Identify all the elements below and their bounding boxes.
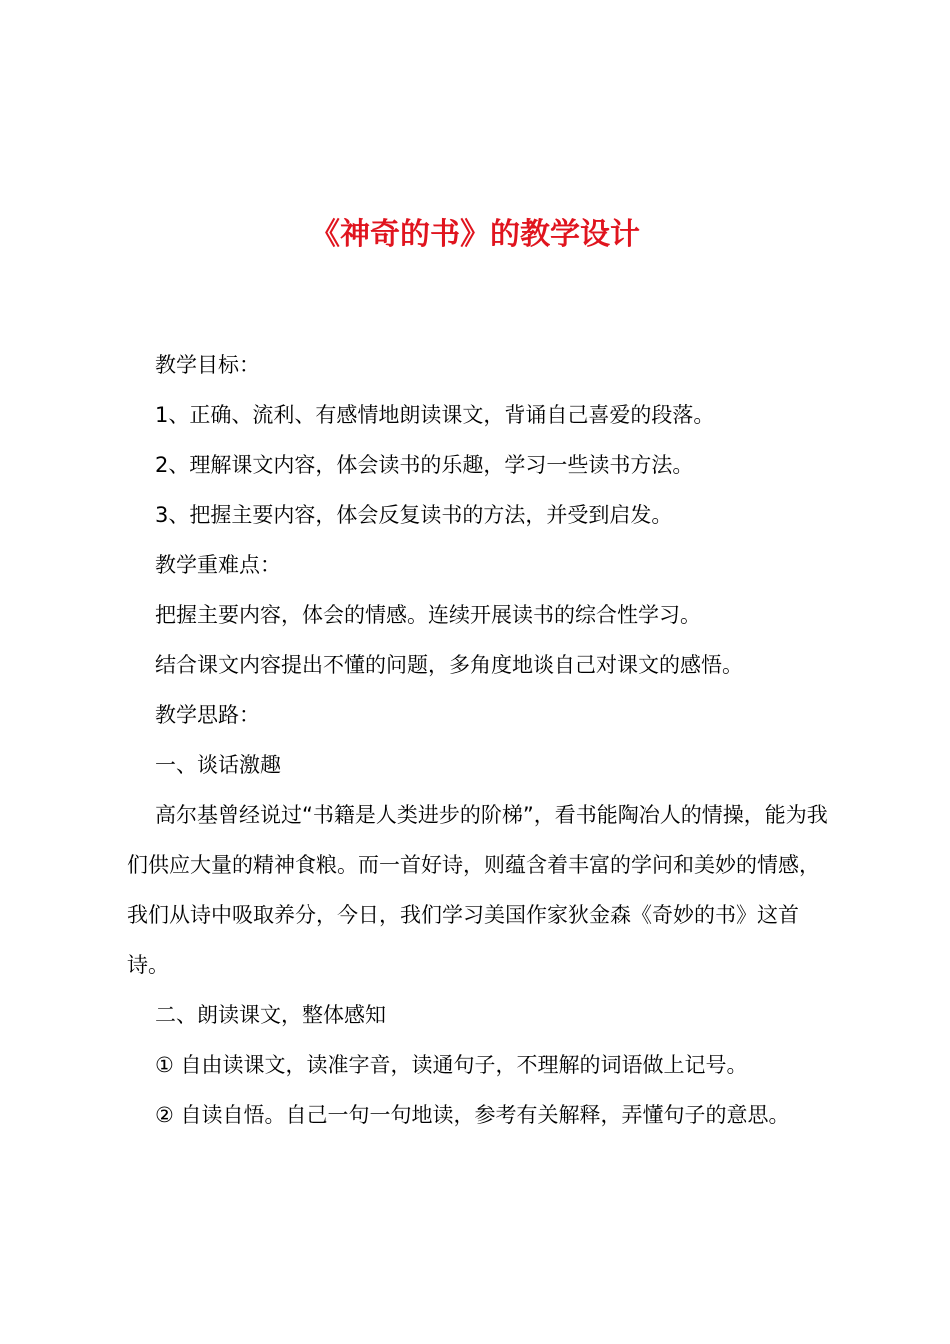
- section-heading-objectives: 教学目标：: [155, 353, 260, 377]
- objective-item: 1、正确、流利、有感情地朗读课文，背诵自己喜爱的段落。: [155, 403, 715, 427]
- step-item: ① 自由读课文，读准字音，读通句子，不理解的词语做上记号。: [155, 1053, 748, 1077]
- key-point-item: 结合课文内容提出不懂的问题，多角度地谈自己对课文的感悟。: [155, 653, 743, 677]
- section-heading-key-points: 教学重难点：: [155, 553, 281, 577]
- step-heading: 一、谈话激趣: [155, 753, 281, 777]
- step-heading: 二、朗读课文，整体感知: [155, 1003, 386, 1027]
- body-paragraph: 高尔基曾经说过“书籍是人类进步的阶梯”，看书能陶冶人的情操，能为我们供应大量的精神食粮。而一首好诗，则蕴含着丰富的学问和美妙的情感，我们从诗中吸取养分，今日，我们学习美国作家狄金森《奇妙的书》这首诗。: [127, 803, 828, 977]
- step-item: ② 自读自悟。自己一句一句地读，参考有关解释，弄懂句子的意思。: [155, 1103, 790, 1127]
- document-title: 《神奇的书》的教学设计: [310, 217, 640, 252]
- objective-item: 2、理解课文内容，体会读书的乐趣，学习一些读书方法。: [155, 453, 694, 477]
- document-body: [127, 340, 833, 1140]
- objective-item: 3、把握主要内容，体会反复读书的方法，并受到启发。: [155, 503, 673, 527]
- section-heading-approach: 教学思路：: [155, 703, 260, 727]
- key-point-item: 把握主要内容，体会的情感。连续开展读书的综合性学习。: [155, 603, 701, 627]
